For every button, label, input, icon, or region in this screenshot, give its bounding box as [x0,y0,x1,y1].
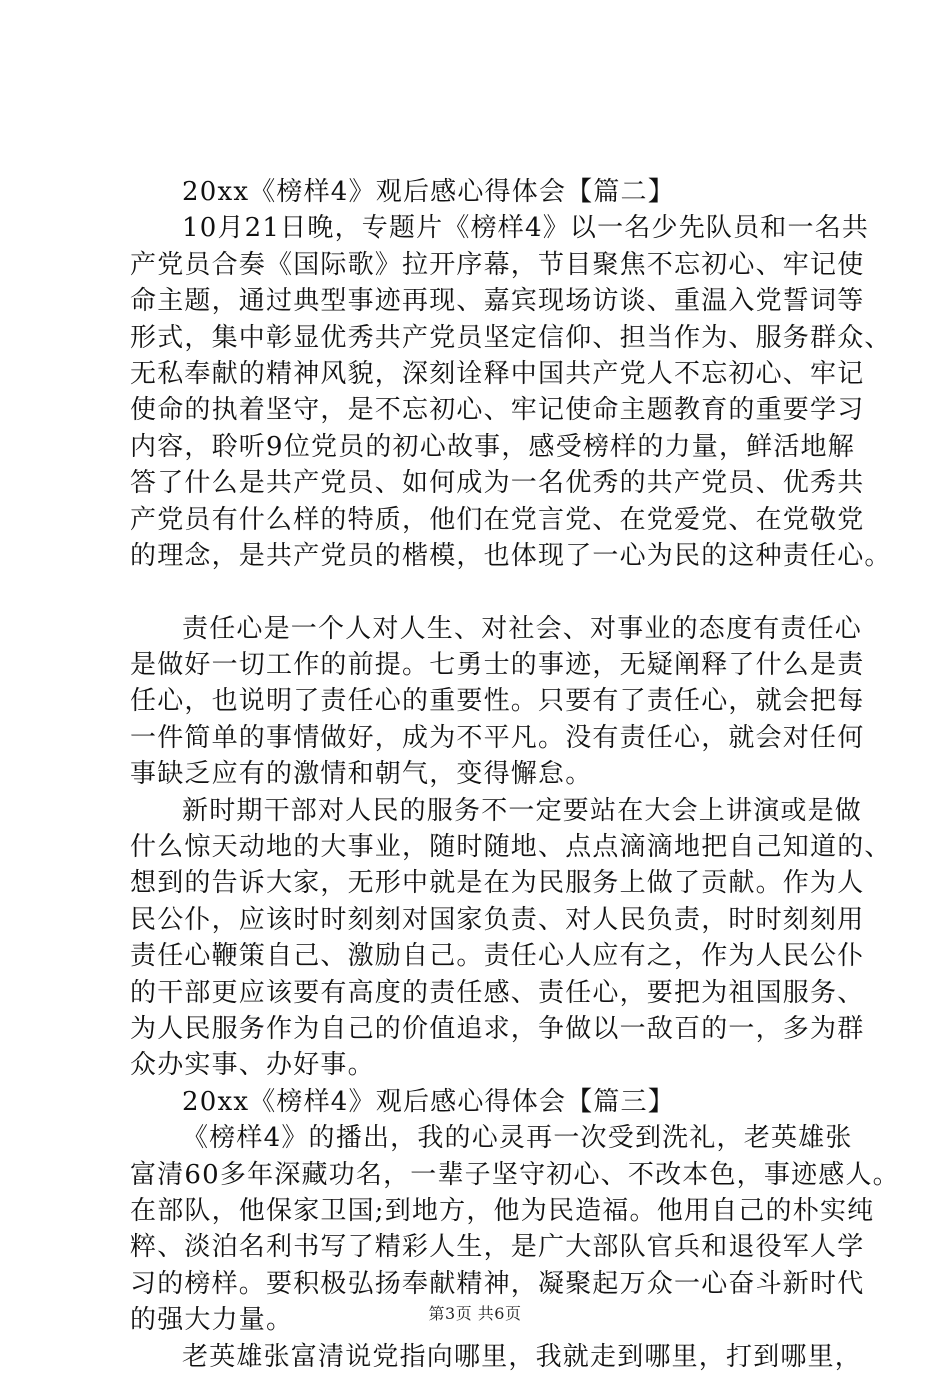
document-body [130,174,900,1375]
paragraph-first-line: 20xx《榜样4》观后感心得体会【篇三】 [182,1086,675,1117]
paragraph-first-line: 10月21日晚，专题片《榜样4》以一名少先队员和一名共 [182,213,870,244]
paragraph-first-line: 老英雄张富清说党指向哪里，我就走到哪里，打到哪里， [182,1341,863,1372]
paragraph-first-line: 《榜样4》的播出，我的心灵再一次受到洗礼，老英雄张 [182,1123,853,1154]
paragraph-first-line: 20xx《榜样4》观后感心得体会【篇二】 [182,177,675,207]
paragraph-line: 事缺乏应有的激情和朝气，变得懈怠。 [130,759,593,790]
paragraph-line: 为人民服务作为自己的价值追求，争做以一敌百的一，多为群 [130,1013,865,1044]
paragraph-line: 的干部更应该要有高度的责任感、责任心，要把为祖国服务、 [130,977,865,1008]
paragraph-line: 富清60多年深藏功名，一辈子坚守初心、不改本色，事迹感人。 [130,1159,900,1190]
paragraph-line: 形式，集中彰显优秀共产党员坚定信仰、担当作为、服务群众、 [130,322,892,353]
paragraph-line: 责任心鞭策自己、激励自己。责任心人应有之，作为人民公仆 [130,941,865,972]
paragraph [130,793,892,1084]
paragraph-line: 无私奉献的精神风貌，深刻诠释中国共产党人不忘初心、牢记 [130,358,865,389]
paragraph-first-line: 责任心是一个人对人生、对社会、对事业的态度有责任心 [182,613,863,644]
paragraph-line: 习的榜样。要积极弘扬奉献精神，凝聚起万众一心奋斗新时代 [130,1268,865,1299]
paragraph-line: 粹、淡泊名利书写了精彩人生，是广大部队官兵和退役军人学 [130,1232,865,1263]
paragraph-line: 答了什么是共产党员、如何成为一名优秀的共产党员、优秀共 [130,468,865,499]
paragraph-line: 在部队，他保家卫国;到地方，他为民造福。他用自己的朴实纯 [130,1195,875,1226]
paragraph-line: 是做好一切工作的前提。七勇士的事迹，无疑阐释了什么是责 [130,650,865,681]
paragraph [130,1084,850,1120]
paragraph-line: 的理念，是共产党员的楷模，也体现了一心为民的这种责任心。 [130,540,892,571]
paragraph-gap [130,574,850,610]
paragraph-line: 任心，也说明了责任心的重要性。只要有了责任心，就会把每 [130,686,865,717]
paragraph-line: 众办实事、办好事。 [130,1050,375,1081]
paragraph-line: 的强大力量。 [130,1305,294,1336]
paragraph-line: 想到的告诉大家，无形中就是在为民服务上做了贡献。作为人 [130,868,865,899]
page-number-footer: 第3页 共6页 [428,1304,522,1323]
paragraph-line: 产党员有什么样的特质，他们在党言党、在党爱党、在党敬党 [130,504,865,535]
paragraph-line: 使命的执着坚守，是不忘初心、牢记使命主题教育的重要学习 [130,395,865,426]
paragraph [130,174,850,210]
paragraph [130,611,865,793]
paragraph-line: 一件简单的事情做好，成为不平凡。没有责任心，就会对任何 [130,722,865,753]
paragraph-line: 民公仆，应该时时刻刻对国家负责、对人民负责，时时刻刻用 [130,904,865,935]
paragraph-line: 内容，聆听9位党员的初心故事，感受榜样的力量，鲜活地解 [130,431,855,462]
paragraph [130,210,892,574]
paragraph-line: 产党员合奏《国际歌》拉开序幕，节目聚焦不忘初心、牢记使 [130,249,865,280]
paragraph-line: 什么惊天动地的大事业，随时随地、点点滴滴地把自己知道的、 [130,832,892,863]
paragraph-first-line: 新时期干部对人民的服务不一定要站在大会上讲演或是做 [182,795,863,826]
paragraph-line: 命主题，通过典型事迹再现、嘉宾现场访谈、重温入党誓词等 [130,286,865,317]
